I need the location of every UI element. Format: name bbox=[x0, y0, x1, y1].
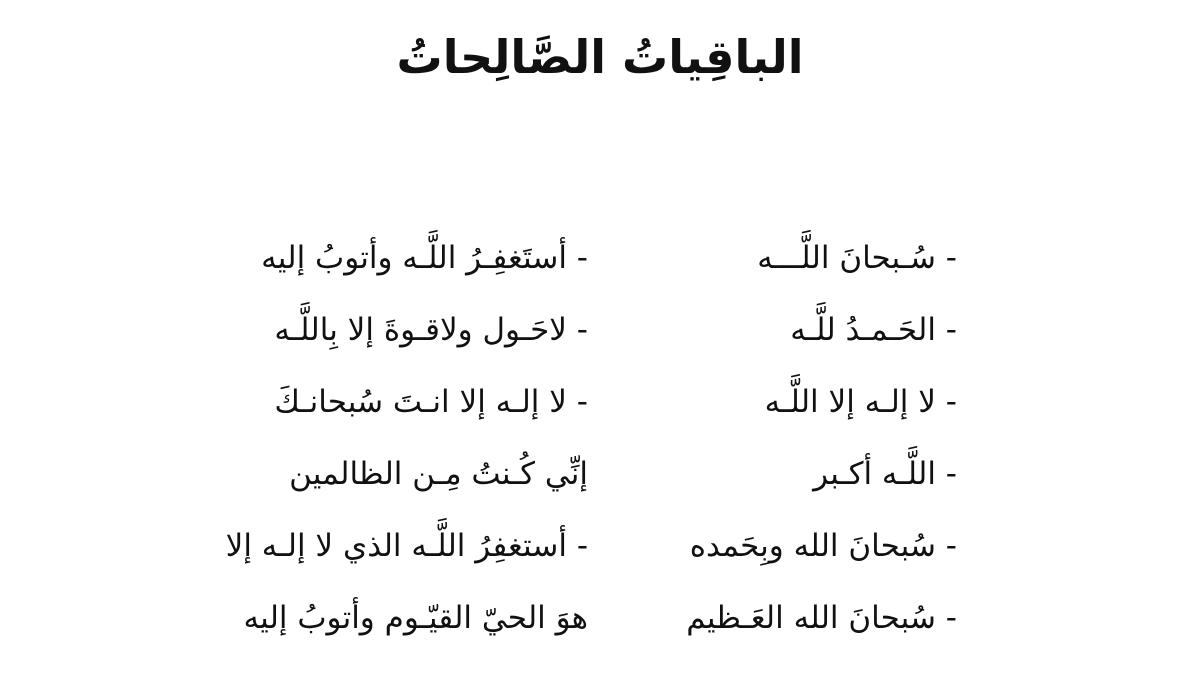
dhikr-line: - اللَّـه أكـبر bbox=[813, 456, 957, 492]
dhikr-line: - لا إلـه إلا اللَّـه bbox=[764, 384, 957, 420]
dhikr-line: - سُبحانَ الله العَـظيم bbox=[686, 600, 957, 636]
dhikr-column-left bbox=[208, 222, 588, 654]
dhikr-line: - أستغفِرُ اللَّـه الذي لا إلـه إلا bbox=[225, 528, 588, 564]
dhikr-line: - أستَغفِـرُ اللَّـه وأتوبُ إليه bbox=[261, 240, 588, 276]
dhikr-line: إنِّي كُـنتُ مِـن الظالمين bbox=[289, 456, 588, 492]
dhikr-line: هوَ الحيّ القيّـوم وأتوبُ إليه bbox=[243, 600, 588, 636]
dhikr-line: - لاحَـول ولاقـوةَ إلا بِاللَّـه bbox=[274, 312, 588, 348]
page-title: الباقِياتُ الصَّالِحاتُ bbox=[396, 30, 804, 84]
dhikr-line: - سُـبحانَ اللَّـــه bbox=[757, 240, 957, 276]
dhikr-line: - سُبحانَ الله وبِحَمده bbox=[689, 528, 957, 564]
dhikr-line: - لا إلـه إلا انـتَ سُبحانـكَ bbox=[274, 384, 588, 420]
dhikr-line: - الحَـمـدُ للَّـه bbox=[790, 312, 957, 348]
dhikr-column-right bbox=[657, 222, 957, 654]
